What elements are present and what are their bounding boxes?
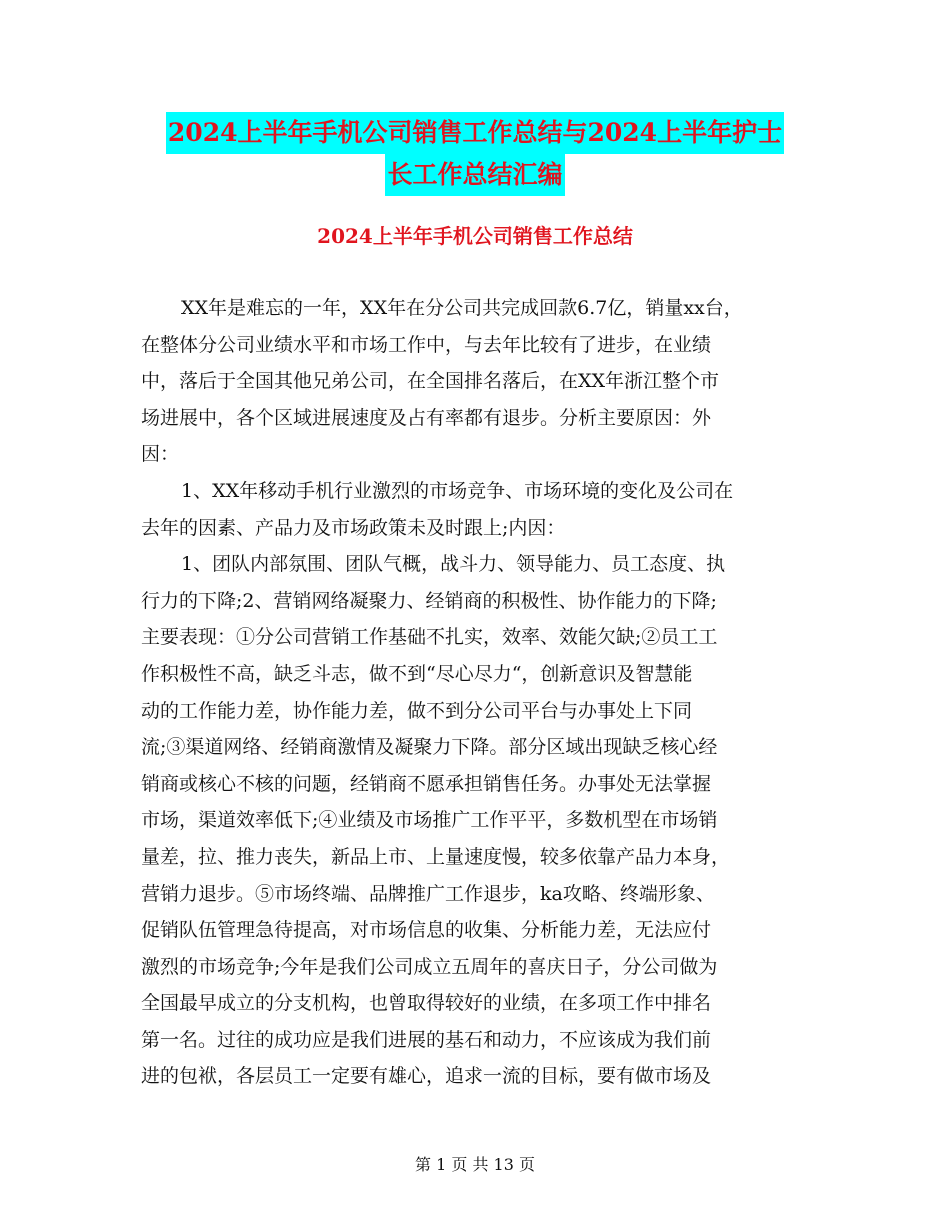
- body-line: 促销队伍管理急待提高，对市场信息的收集、分析能力差，无法应付: [141, 919, 712, 942]
- body-line: 1、XX年移动手机行业激烈的市场竞争、市场环境的变化及公司在: [181, 479, 734, 502]
- body-line: 场进展中，各个区域进展速度及占有率都有退步。分析主要原因：外: [141, 406, 712, 429]
- body-line: 去年的因素、产品力及市场政策未及时跟上;内因：: [141, 516, 566, 539]
- body-line: 营销力退步。⑤市场终端、品牌推广工作退步，ka攻略、终端形象、: [141, 882, 715, 905]
- body-line: 激烈的市场竞争;今年是我们公司成立五周年的喜庆日子，分公司做为: [141, 955, 718, 978]
- body-line: 第一名。过往的成功应是我们进展的基石和动力，不应该成为我们前: [141, 1028, 712, 1051]
- body-line: 全国最早成立的分支机构，也曾取得较好的业绩，在多项工作中排名: [141, 992, 712, 1015]
- body-text: [141, 290, 831, 1095]
- title-line-1: 2024上半年手机公司销售工作总结与2024上半年护士: [0, 112, 950, 154]
- body-line: 量差，拉、推力丧失，新品上市、上量速度慢，较多依靠产品力本身，: [141, 845, 731, 868]
- body-line: 流;③渠道网络、经销商激情及凝聚力下降。部分区域出现缺乏核心经: [141, 736, 718, 759]
- section-heading: 2024上半年手机公司销售工作总结: [317, 224, 633, 248]
- document-title: [0, 112, 950, 196]
- body-line: 进的包袱，各层员工一定要有雄心，追求一流的目标，要有做市场及: [141, 1065, 712, 1088]
- body-line: 主要表现：①分公司营销工作基础不扎实，效率、效能欠缺;②员工工: [141, 626, 718, 649]
- body-line: XX年是难忘的一年，XX年在分公司共完成回款6.7亿，销量xx台，: [181, 297, 743, 319]
- title-line-2: 长工作总结汇编: [0, 154, 950, 196]
- body-line: 作积极性不高，缺乏斗志，做不到“尽心尽力“，创新意识及智慧能: [141, 662, 693, 685]
- body-line: 在整体分公司业绩水平和市场工作中，与去年比较有了进步，在业绩: [141, 333, 712, 356]
- body-line: 销商或核心不核的问题，经销商不愿承担销售任务。办事处无法掌握: [141, 772, 712, 795]
- body-line: 动的工作能力差，协作能力差，做不到分公司平台与办事处上下同: [141, 699, 693, 722]
- body-line: 1、团队内部氛围、团队气概，战斗力、领导能力、员工态度、执: [181, 553, 726, 576]
- body-line: 行力的下降;2、营销网络凝聚力、经销商的积极性、协作能力的下降;: [141, 589, 717, 612]
- body-line: 因：: [141, 443, 180, 466]
- body-line: 市场，渠道效率低下;④业绩及市场推广工作平平，多数机型在市场销: [141, 809, 718, 832]
- body-line: 中，落后于全国其他兄弟公司，在全国排名落后，在XX年浙江整个市: [141, 370, 720, 393]
- page-footer: 第 1 页 共 13 页: [415, 1155, 535, 1174]
